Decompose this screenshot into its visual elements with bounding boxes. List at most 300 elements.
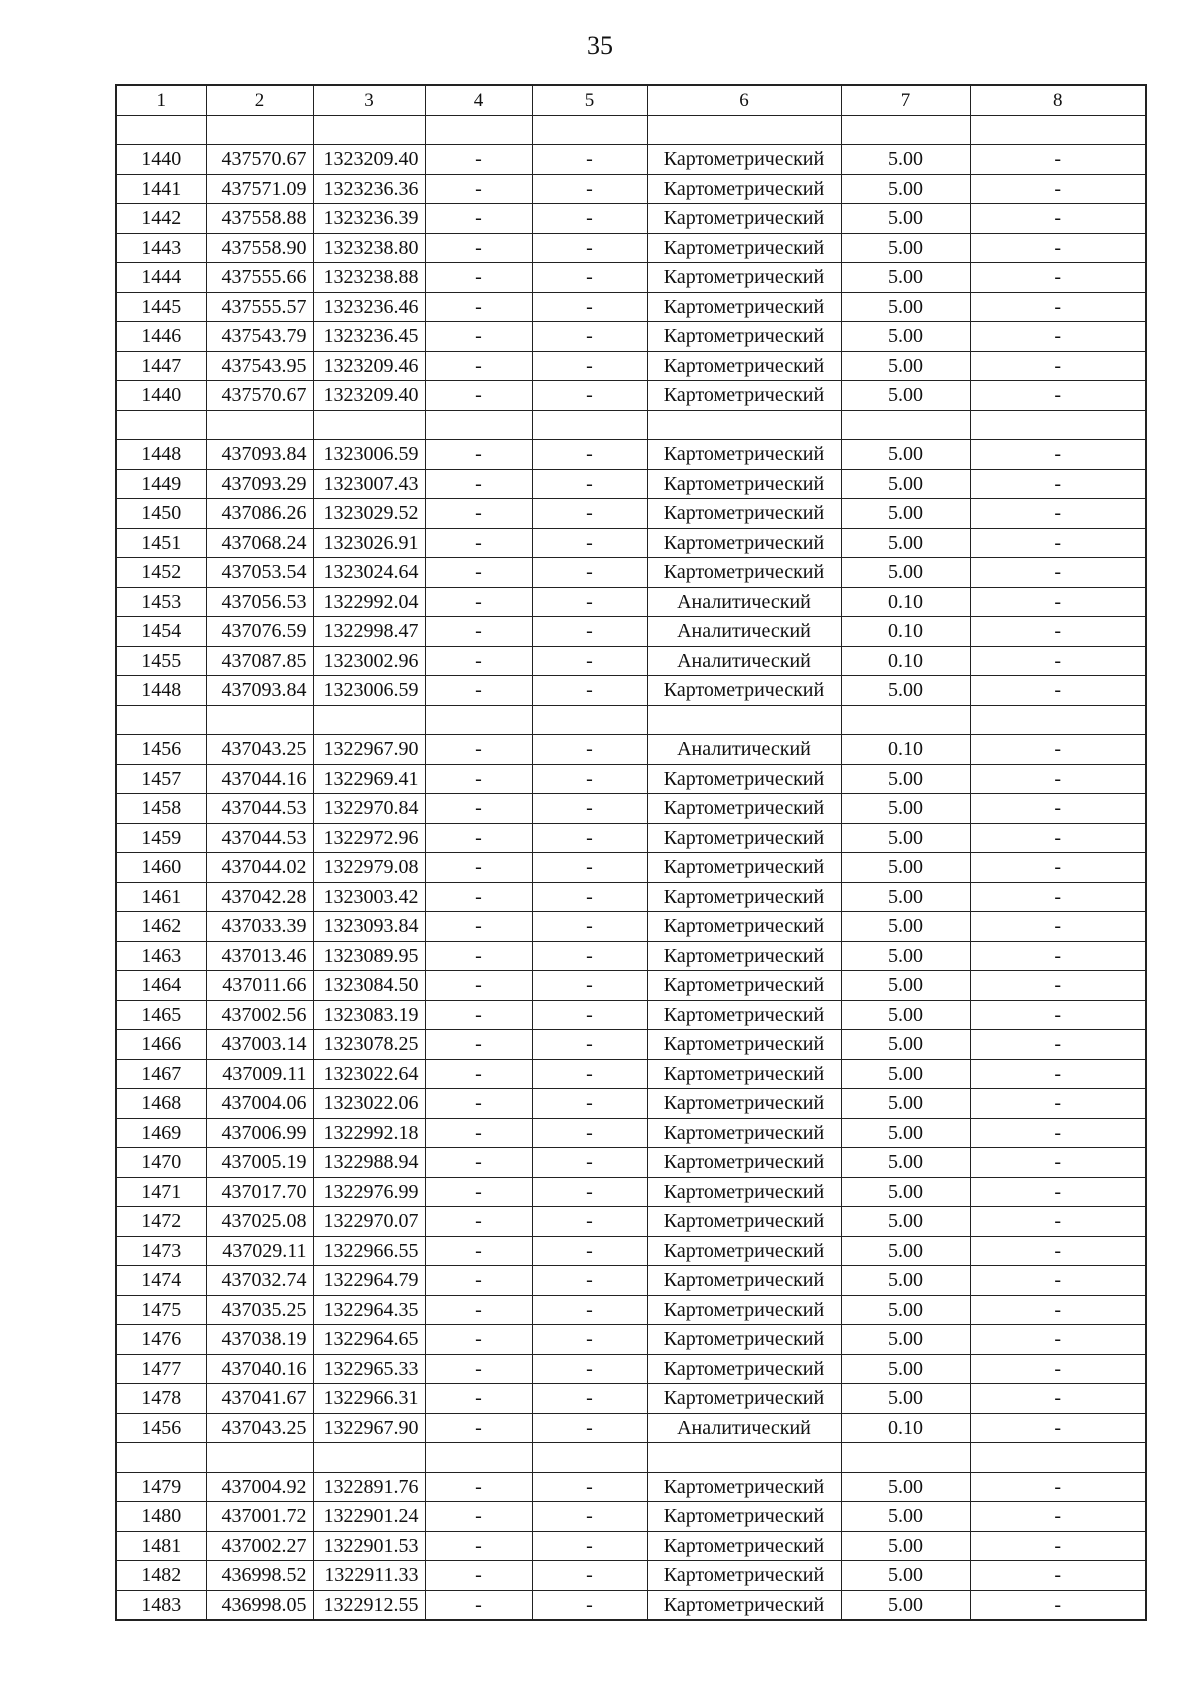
cell-col-8: - [970,1354,1146,1384]
spacer-cell [425,410,532,440]
cell-col-8: - [970,381,1146,411]
cell-y-coordinate: 1323236.46 [313,292,425,322]
cell-method: Картометрический [647,233,841,263]
cell-x-coordinate: 437004.06 [206,1089,313,1119]
cell-x-coordinate: 437086.26 [206,499,313,529]
spacer-cell [313,1443,425,1473]
cell-point-number: 1444 [116,263,206,293]
cell-point-number: 1448 [116,440,206,470]
cell-method: Картометрический [647,1177,841,1207]
cell-col-8: - [970,912,1146,942]
spacer-cell [116,410,206,440]
cell-y-coordinate: 1322965.33 [313,1354,425,1384]
cell-method: Картометрический [647,499,841,529]
cell-col-8: - [970,1384,1146,1414]
cell-x-coordinate: 436998.05 [206,1590,313,1620]
cell-accuracy: 5.00 [841,1502,970,1532]
cell-x-coordinate: 437029.11 [206,1236,313,1266]
cell-col-5: - [532,145,647,175]
cell-col-5: - [532,174,647,204]
cell-col-8: - [970,1531,1146,1561]
cell-col-5: - [532,971,647,1001]
cell-y-coordinate: 1323093.84 [313,912,425,942]
table-row [116,912,1146,942]
spacer-cell [313,705,425,735]
cell-point-number: 1456 [116,1413,206,1443]
cell-col-8: - [970,528,1146,558]
cell-method: Картометрический [647,1030,841,1060]
cell-col-8: - [970,1236,1146,1266]
spacer-cell [970,115,1146,145]
table-row [116,1177,1146,1207]
cell-point-number: 1458 [116,794,206,824]
cell-method: Картометрический [647,676,841,706]
table-row [116,145,1146,175]
table-row [116,1325,1146,1355]
cell-accuracy: 5.00 [841,1354,970,1384]
cell-x-coordinate: 437043.25 [206,1413,313,1443]
cell-method: Аналитический [647,1413,841,1443]
cell-method: Картометрический [647,823,841,853]
cell-col-4: - [425,853,532,883]
cell-y-coordinate: 1322969.41 [313,764,425,794]
cell-method: Картометрический [647,1000,841,1030]
cell-point-number: 1483 [116,1590,206,1620]
table-row [116,440,1146,470]
cell-point-number: 1478 [116,1384,206,1414]
cell-x-coordinate: 437068.24 [206,528,313,558]
cell-y-coordinate: 1322964.65 [313,1325,425,1355]
cell-y-coordinate: 1322970.84 [313,794,425,824]
cell-col-4: - [425,204,532,234]
cell-col-8: - [970,558,1146,588]
cell-method: Картометрический [647,853,841,883]
cell-col-4: - [425,1059,532,1089]
cell-col-5: - [532,912,647,942]
cell-y-coordinate: 1323024.64 [313,558,425,588]
cell-method: Картометрический [647,440,841,470]
spacer-cell [116,705,206,735]
cell-accuracy: 5.00 [841,1531,970,1561]
cell-col-4: - [425,1000,532,1030]
cell-col-5: - [532,1325,647,1355]
cell-y-coordinate: 1323209.40 [313,381,425,411]
cell-y-coordinate: 1322970.07 [313,1207,425,1237]
cell-col-5: - [532,941,647,971]
cell-col-5: - [532,233,647,263]
cell-y-coordinate: 1323209.46 [313,351,425,381]
cell-y-coordinate: 1323089.95 [313,941,425,971]
cell-col-8: - [970,1059,1146,1089]
cell-col-8: - [970,971,1146,1001]
table-row [116,174,1146,204]
cell-y-coordinate: 1323003.42 [313,882,425,912]
cell-x-coordinate: 437011.66 [206,971,313,1001]
table-row [116,587,1146,617]
cell-accuracy: 5.00 [841,322,970,352]
spacer-cell [841,705,970,735]
table-row [116,469,1146,499]
table-row [116,233,1146,263]
cell-accuracy: 5.00 [841,676,970,706]
header-cell-8: 8 [970,85,1146,115]
cell-accuracy: 5.00 [841,469,970,499]
table-row [116,1148,1146,1178]
cell-col-4: - [425,1325,532,1355]
cell-col-5: - [532,1148,647,1178]
cell-y-coordinate: 1322967.90 [313,735,425,765]
cell-col-5: - [532,1384,647,1414]
cell-col-5: - [532,1354,647,1384]
cell-y-coordinate: 1323007.43 [313,469,425,499]
cell-x-coordinate: 437006.99 [206,1118,313,1148]
cell-point-number: 1454 [116,617,206,647]
cell-col-4: - [425,263,532,293]
cell-y-coordinate: 1322992.04 [313,587,425,617]
cell-col-5: - [532,204,647,234]
cell-method: Аналитический [647,587,841,617]
cell-col-8: - [970,292,1146,322]
table-row [116,1207,1146,1237]
cell-y-coordinate: 1323084.50 [313,971,425,1001]
cell-accuracy: 5.00 [841,764,970,794]
cell-x-coordinate: 437043.25 [206,735,313,765]
table-row [116,971,1146,1001]
cell-col-5: - [532,882,647,912]
cell-x-coordinate: 437570.67 [206,145,313,175]
cell-method: Картометрический [647,322,841,352]
cell-col-5: - [532,1207,647,1237]
cell-col-8: - [970,174,1146,204]
spacer-cell [206,1443,313,1473]
cell-col-8: - [970,941,1146,971]
cell-col-8: - [970,1148,1146,1178]
header-cell-4: 4 [425,85,532,115]
cell-accuracy: 5.00 [841,1561,970,1591]
cell-col-4: - [425,912,532,942]
table-row [116,764,1146,794]
cell-point-number: 1440 [116,381,206,411]
spacer-cell [647,705,841,735]
cell-point-number: 1481 [116,1531,206,1561]
cell-x-coordinate: 437044.53 [206,794,313,824]
cell-accuracy: 5.00 [841,263,970,293]
cell-x-coordinate: 437013.46 [206,941,313,971]
cell-accuracy: 5.00 [841,1325,970,1355]
cell-y-coordinate: 1322901.53 [313,1531,425,1561]
cell-col-5: - [532,1236,647,1266]
header-cell-6: 6 [647,85,841,115]
cell-col-4: - [425,381,532,411]
cell-method: Аналитический [647,735,841,765]
spacer-cell [425,705,532,735]
cell-col-4: - [425,440,532,470]
cell-col-4: - [425,1531,532,1561]
cell-point-number: 1465 [116,1000,206,1030]
cell-point-number: 1463 [116,941,206,971]
cell-y-coordinate: 1322964.79 [313,1266,425,1296]
cell-x-coordinate: 437009.11 [206,1059,313,1089]
cell-x-coordinate: 437042.28 [206,882,313,912]
coordinates-table [115,84,1147,1621]
cell-col-5: - [532,1413,647,1443]
table-row [116,1295,1146,1325]
cell-col-4: - [425,941,532,971]
cell-y-coordinate: 1322992.18 [313,1118,425,1148]
cell-point-number: 1461 [116,882,206,912]
cell-col-5: - [532,794,647,824]
cell-col-8: - [970,1502,1146,1532]
cell-accuracy: 5.00 [841,882,970,912]
spacer-row [116,705,1146,735]
spacer-cell [532,705,647,735]
table-row [116,617,1146,647]
cell-point-number: 1462 [116,912,206,942]
cell-col-8: - [970,617,1146,647]
cell-col-8: - [970,1590,1146,1620]
cell-y-coordinate: 1322966.31 [313,1384,425,1414]
cell-col-5: - [532,735,647,765]
cell-col-5: - [532,1177,647,1207]
cell-method: Картометрический [647,1590,841,1620]
cell-method: Картометрический [647,1561,841,1591]
cell-method: Картометрический [647,351,841,381]
table-row [116,1000,1146,1030]
table-row [116,794,1146,824]
cell-accuracy: 5.00 [841,1590,970,1620]
cell-col-5: - [532,1000,647,1030]
cell-method: Картометрический [647,263,841,293]
cell-point-number: 1455 [116,646,206,676]
cell-method: Аналитический [647,617,841,647]
cell-method: Картометрический [647,558,841,588]
cell-col-8: - [970,823,1146,853]
table-row [116,1502,1146,1532]
table-row [116,204,1146,234]
cell-col-4: - [425,646,532,676]
table-row [116,1059,1146,1089]
cell-accuracy: 5.00 [841,1207,970,1237]
table-row [116,528,1146,558]
cell-method: Картометрический [647,912,841,942]
cell-x-coordinate: 437093.84 [206,676,313,706]
cell-point-number: 1466 [116,1030,206,1060]
cell-point-number: 1447 [116,351,206,381]
cell-x-coordinate: 437005.19 [206,1148,313,1178]
cell-col-5: - [532,1030,647,1060]
header-cell-7: 7 [841,85,970,115]
cell-method: Картометрический [647,1531,841,1561]
cell-point-number: 1442 [116,204,206,234]
cell-point-number: 1475 [116,1295,206,1325]
cell-point-number: 1472 [116,1207,206,1237]
cell-method: Картометрический [647,1148,841,1178]
cell-method: Картометрический [647,941,841,971]
cell-x-coordinate: 437004.92 [206,1472,313,1502]
cell-y-coordinate: 1323078.25 [313,1030,425,1060]
cell-accuracy: 5.00 [841,292,970,322]
cell-point-number: 1440 [116,145,206,175]
cell-col-8: - [970,587,1146,617]
cell-col-4: - [425,1413,532,1443]
cell-col-4: - [425,322,532,352]
cell-accuracy: 5.00 [841,233,970,263]
cell-point-number: 1451 [116,528,206,558]
spacer-cell [647,410,841,440]
cell-accuracy: 0.10 [841,646,970,676]
cell-col-5: - [532,528,647,558]
cell-method: Картометрический [647,1059,841,1089]
cell-point-number: 1464 [116,971,206,1001]
cell-x-coordinate: 437044.02 [206,853,313,883]
cell-accuracy: 5.00 [841,853,970,883]
cell-col-5: - [532,558,647,588]
cell-y-coordinate: 1322911.33 [313,1561,425,1591]
cell-method: Картометрический [647,1207,841,1237]
page-number: 35 [587,31,613,60]
cell-y-coordinate: 1322964.35 [313,1295,425,1325]
header-cell-5: 5 [532,85,647,115]
cell-x-coordinate: 437017.70 [206,1177,313,1207]
cell-x-coordinate: 437555.66 [206,263,313,293]
header-cell-2: 2 [206,85,313,115]
cell-col-4: - [425,292,532,322]
cell-x-coordinate: 437025.08 [206,1207,313,1237]
cell-col-4: - [425,145,532,175]
cell-col-8: - [970,1295,1146,1325]
spacer-cell [532,410,647,440]
cell-x-coordinate: 437571.09 [206,174,313,204]
spacer-cell [116,1443,206,1473]
cell-point-number: 1456 [116,735,206,765]
spacer-cell [970,1443,1146,1473]
cell-col-8: - [970,1118,1146,1148]
cell-y-coordinate: 1323083.19 [313,1000,425,1030]
cell-accuracy: 5.00 [841,1384,970,1414]
cell-col-4: - [425,1354,532,1384]
cell-col-5: - [532,823,647,853]
cell-y-coordinate: 1323029.52 [313,499,425,529]
cell-col-8: - [970,469,1146,499]
cell-col-4: - [425,528,532,558]
table-row [116,941,1146,971]
cell-col-5: - [532,617,647,647]
cell-point-number: 1443 [116,233,206,263]
cell-col-4: - [425,1236,532,1266]
cell-point-number: 1473 [116,1236,206,1266]
cell-point-number: 1445 [116,292,206,322]
table-row [116,882,1146,912]
cell-col-4: - [425,233,532,263]
cell-accuracy: 5.00 [841,1177,970,1207]
cell-y-coordinate: 1322976.99 [313,1177,425,1207]
cell-col-4: - [425,971,532,1001]
cell-accuracy: 5.00 [841,1266,970,1296]
cell-point-number: 1446 [116,322,206,352]
cell-point-number: 1479 [116,1472,206,1502]
cell-col-4: - [425,823,532,853]
cell-accuracy: 5.00 [841,1295,970,1325]
cell-point-number: 1468 [116,1089,206,1119]
cell-col-4: - [425,1472,532,1502]
table-row [116,1590,1146,1620]
cell-col-8: - [970,145,1146,175]
cell-col-5: - [532,469,647,499]
cell-col-8: - [970,764,1146,794]
cell-method: Картометрический [647,1325,841,1355]
cell-point-number: 1452 [116,558,206,588]
cell-y-coordinate: 1323238.80 [313,233,425,263]
cell-accuracy: 5.00 [841,145,970,175]
cell-x-coordinate: 437555.57 [206,292,313,322]
cell-accuracy: 5.00 [841,1148,970,1178]
cell-point-number: 1449 [116,469,206,499]
cell-accuracy: 5.00 [841,1059,970,1089]
cell-accuracy: 0.10 [841,735,970,765]
cell-point-number: 1482 [116,1561,206,1591]
spacer-cell [206,410,313,440]
cell-accuracy: 5.00 [841,440,970,470]
cell-x-coordinate: 437053.54 [206,558,313,588]
cell-accuracy: 5.00 [841,941,970,971]
cell-x-coordinate: 437558.90 [206,233,313,263]
cell-col-8: - [970,233,1146,263]
cell-col-4: - [425,735,532,765]
cell-y-coordinate: 1323022.64 [313,1059,425,1089]
cell-accuracy: 5.00 [841,1000,970,1030]
cell-point-number: 1448 [116,676,206,706]
cell-method: Картометрический [647,174,841,204]
cell-col-4: - [425,1266,532,1296]
cell-col-4: - [425,499,532,529]
cell-x-coordinate: 437093.29 [206,469,313,499]
cell-point-number: 1476 [116,1325,206,1355]
cell-col-4: - [425,1030,532,1060]
cell-col-8: - [970,1089,1146,1119]
cell-col-8: - [970,1266,1146,1296]
cell-col-8: - [970,499,1146,529]
cell-y-coordinate: 1322972.96 [313,823,425,853]
spacer-cell [116,115,206,145]
cell-x-coordinate: 437056.53 [206,587,313,617]
table-row [116,263,1146,293]
cell-col-8: - [970,1000,1146,1030]
table-row [116,1354,1146,1384]
cell-col-5: - [532,646,647,676]
cell-x-coordinate: 437570.67 [206,381,313,411]
spacer-cell [970,705,1146,735]
header-cell-3: 3 [313,85,425,115]
cell-method: Картометрический [647,528,841,558]
table-row [116,351,1146,381]
cell-y-coordinate: 1322967.90 [313,1413,425,1443]
cell-y-coordinate: 1322901.24 [313,1502,425,1532]
spacer-row [116,115,1146,145]
cell-x-coordinate: 437038.19 [206,1325,313,1355]
spacer-cell [841,410,970,440]
cell-col-8: - [970,735,1146,765]
cell-col-8: - [970,1413,1146,1443]
table-row [116,735,1146,765]
cell-y-coordinate: 1323238.88 [313,263,425,293]
cell-col-8: - [970,1325,1146,1355]
cell-accuracy: 5.00 [841,528,970,558]
cell-method: Картометрический [647,1295,841,1325]
cell-col-8: - [970,646,1146,676]
cell-col-5: - [532,381,647,411]
cell-method: Картометрический [647,1089,841,1119]
cell-accuracy: 5.00 [841,204,970,234]
